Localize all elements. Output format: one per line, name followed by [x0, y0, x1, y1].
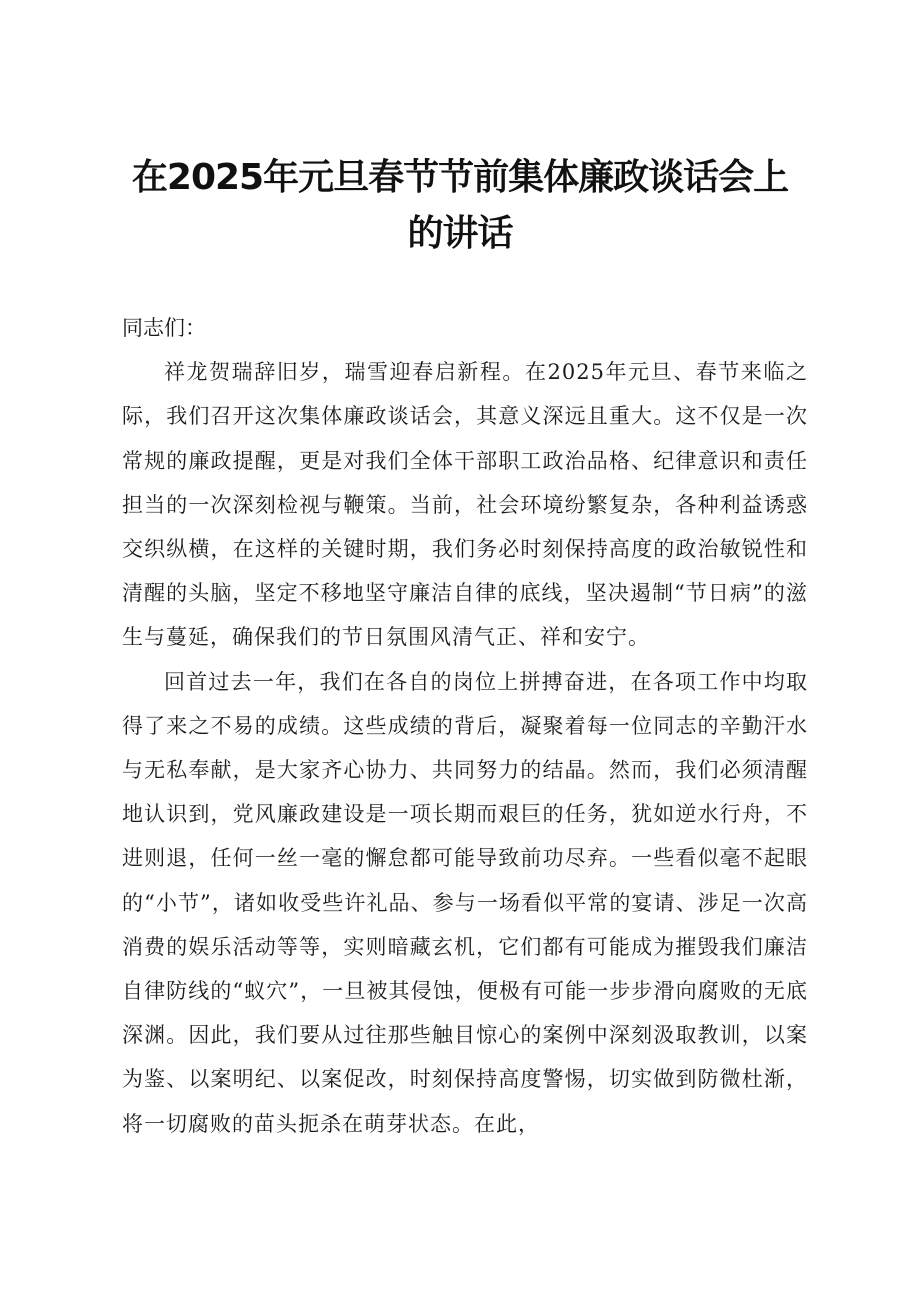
paragraph-2: 回首过去一年，我们在各自的岗位上拼搏奋进，在各项工作中均取得了来之不易的成绩。这些成绩的背后，凝聚着每一位同志的辛勤汗水与无私奉献，是大家齐心协力、共同努力的结晶。然而，我们必须清醒地认识到，党风廉政建设是一项长期而艰巨的任务，犹如逆水行舟，不进则退，任何一丝一毫的懈怠都可能导致前功尽弃。一些看似毫不起眼的“小节”，诸如收受些许礼品、参与一场看似平常的宴请、涉足一次高消费的娱乐活动等等，实则暗藏玄机，它们都有可能成为摧毁我们廉洁自律防线的“蚁穴”，一旦被其侵蚀，便极有可能一步步滑向腐败的无底深渊。因此，我们要从过往那些触目惊心的案例中深刻汲取教训，以案为鉴、以案明纪、以案促改，时刻保持高度警惕，切实做到防微杜渐，将一切腐败的苗头扼杀在萌芽状态。在此， — [122, 669, 808, 1136]
document-body — [122, 306, 808, 1146]
salutation: 同志们： — [122, 316, 206, 340]
document-title: 在2025年元旦春节节前集体廉政谈话会上的讲话 — [131, 157, 789, 254]
paragraph-1: 祥龙贺瑞辞旧岁，瑞雪迎春启新程。在2025年元旦、春节来临之际，我们召开这次集体廉政谈话会，其意义深远且重大。这不仅是一次常规的廉政提醒，更是对我们全体干部职工政治品格、纪律意识和责任担当的一次深刻检视与鞭策。当前，社会环境纷繁复杂，各种利益诱惑交织纵横，在这样的关键时期，我们务必时刻保持高度的政治敏锐性和清醒的头脑，坚定不移地坚守廉洁自律的底线，坚决遏制“节日病”的滋生与蔓延，确保我们的节日氛围风清气正、祥和安宁。 — [122, 360, 808, 650]
